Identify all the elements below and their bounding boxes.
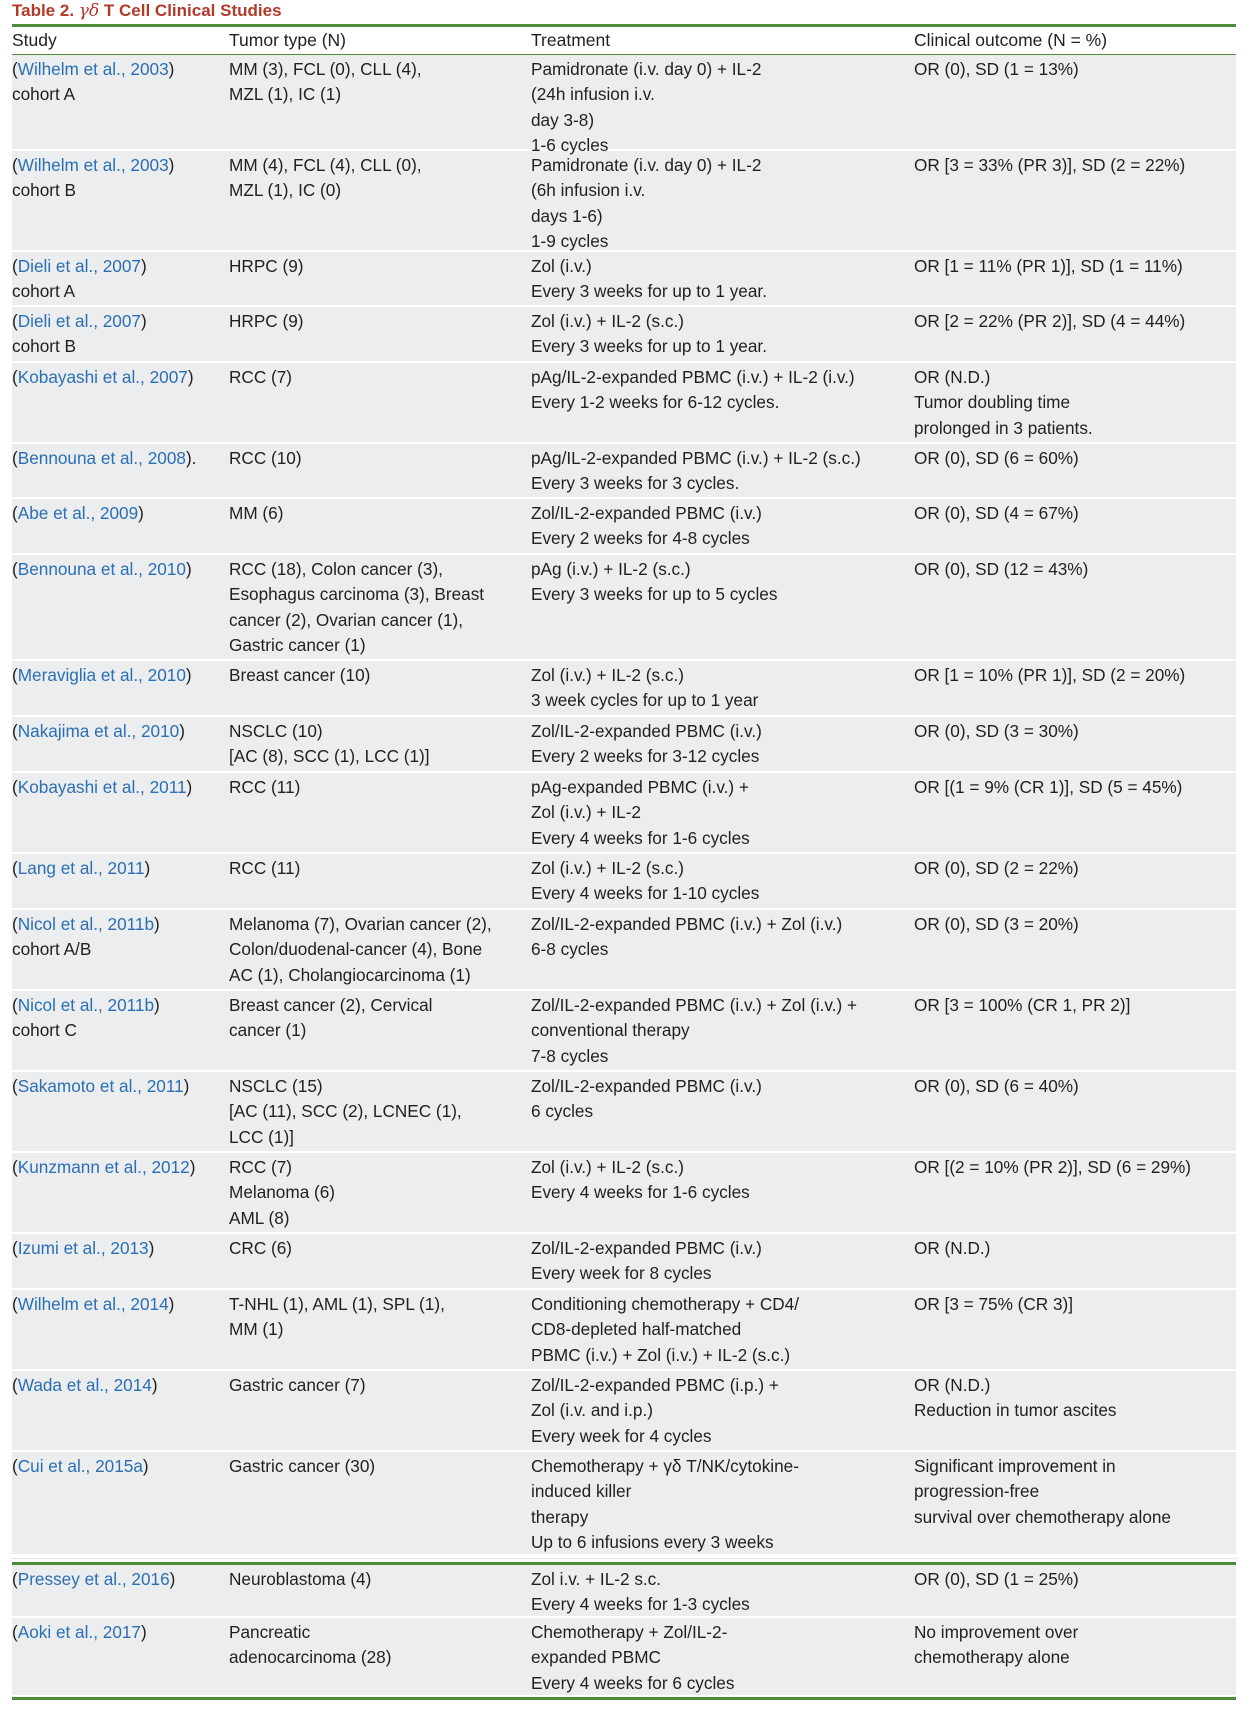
paren-close: ) bbox=[185, 665, 192, 685]
clinical-outcome-cell: OR (0), SD (3 = 20%) bbox=[914, 914, 1079, 934]
tumor-type-cell: HRPC (9) bbox=[229, 311, 304, 331]
paren-open: ( bbox=[12, 995, 18, 1015]
treatment-cell: pAg/IL-2-expanded PBMC (i.v.) + IL-2 (s.c.) Every 3 weeks for 3 cycles. bbox=[531, 448, 861, 494]
header-treatment: Treatment bbox=[531, 30, 611, 50]
study-cell bbox=[12, 153, 229, 250]
treatment-cell: Zol/IL-2-expanded PBMC (i.v.) + Zol (i.v.) + conventional therapy 7-8 cycles bbox=[531, 995, 858, 1066]
clinical-outcome-cell: OR [3 = 75% (CR 3)] bbox=[914, 1294, 1074, 1314]
table-row bbox=[12, 1072, 1236, 1153]
paren-close: ) bbox=[141, 1622, 147, 1642]
study-cell bbox=[12, 1454, 229, 1554]
tumor-type-cell: Gastric cancer (30) bbox=[229, 1456, 376, 1476]
table-title-text: T Cell Clinical Studies bbox=[103, 1, 282, 20]
paren-close: ) bbox=[144, 858, 151, 878]
study-cell bbox=[12, 309, 229, 361]
paren-close: ) bbox=[187, 367, 194, 387]
treatment-cell: Chemotherapy + Zol/IL-2- expanded PBMC Every 4 weeks for 6 cycles bbox=[531, 1622, 735, 1693]
tumor-type-cell: MM (4), FCL (4), CLL (0), MZL (1), IC (0) bbox=[229, 155, 422, 201]
study-reference-link[interactable]: Wada et al., 2014 bbox=[17, 1375, 152, 1395]
treatment-cell: Zol/IL-2-expanded PBMC (i.p.) + Zol (i.v. and i.p.) Every week for 4 cycles bbox=[531, 1375, 779, 1446]
paren-close: ) bbox=[154, 914, 160, 934]
paren-close: ) bbox=[154, 995, 160, 1015]
paren-close: ) bbox=[189, 1157, 196, 1177]
study-cell bbox=[12, 501, 229, 553]
clinical-outcome-cell: OR [1 = 10% (PR 1)], SD (2 = 20%) bbox=[914, 665, 1186, 685]
table-body bbox=[12, 55, 1236, 1697]
table-container bbox=[12, 0, 1236, 1700]
study-reference-link[interactable]: Pressey et al., 2016 bbox=[17, 1569, 170, 1589]
clinical-outcome-cell: OR (N.D.) bbox=[914, 1238, 991, 1258]
paren-close: ) bbox=[168, 59, 175, 79]
table-row bbox=[12, 854, 1236, 910]
table-row bbox=[12, 717, 1236, 773]
study-reference-link[interactable]: Kobayashi et al., 2007 bbox=[17, 367, 188, 387]
study-cell bbox=[12, 719, 229, 771]
tumor-type-cell: RCC (10) bbox=[229, 448, 302, 468]
table-row bbox=[12, 307, 1236, 363]
study-reference-link[interactable]: Cui et al., 2015a bbox=[17, 1456, 143, 1476]
study-reference-link[interactable]: Bennouna et al., 2010 bbox=[17, 559, 186, 579]
clinical-outcome-cell: OR [3 = 33% (PR 3)], SD (2 = 22%) bbox=[914, 155, 1186, 175]
paren-open: ( bbox=[12, 155, 18, 175]
study-cell bbox=[12, 1373, 229, 1450]
paren-open: ( bbox=[12, 1294, 18, 1314]
paren-open: ( bbox=[12, 1622, 18, 1642]
study-reference-link[interactable]: Wilhelm et al., 2014 bbox=[17, 1294, 169, 1314]
clinical-outcome-cell: Significant improvement in progression-free survival over chemotherapy alone bbox=[914, 1456, 1171, 1527]
cohort-label: cohort A bbox=[12, 281, 76, 302]
study-cell bbox=[12, 856, 229, 908]
study-cell bbox=[12, 1292, 229, 1369]
study-reference-link[interactable]: Meraviglia et al., 2010 bbox=[17, 665, 186, 685]
table-row bbox=[12, 1371, 1236, 1452]
paren-close: ) bbox=[168, 1294, 175, 1314]
table-row bbox=[12, 55, 1236, 155]
clinical-outcome-cell: OR [(1 = 9% (CR 1)], SD (5 = 45%) bbox=[914, 777, 1183, 797]
clinical-outcome-cell: OR (N.D.) Reduction in tumor ascites bbox=[914, 1375, 1117, 1421]
paren-close: ) bbox=[169, 1569, 176, 1589]
table-title-greek: γδ bbox=[78, 1, 100, 21]
paren-close: ) bbox=[186, 777, 193, 797]
study-reference-link[interactable]: Lang et al., 2011 bbox=[17, 858, 145, 878]
study-cell bbox=[12, 775, 229, 852]
treatment-cell: Zol (i.v.) Every 3 weeks for up to 1 year. bbox=[531, 256, 767, 302]
table-row bbox=[12, 1290, 1236, 1371]
paren-close: ) bbox=[168, 155, 175, 175]
table-row bbox=[12, 499, 1236, 555]
study-cell bbox=[12, 57, 229, 149]
study-reference-link[interactable]: Nicol et al., 2011b bbox=[17, 995, 155, 1015]
table-row bbox=[12, 444, 1236, 499]
paren-open: ( bbox=[12, 1238, 18, 1258]
clinical-outcome-cell: OR [2 = 22% (PR 2)], SD (4 = 44%) bbox=[914, 311, 1186, 331]
table-row bbox=[12, 1452, 1236, 1556]
study-cell bbox=[12, 912, 229, 989]
header-study: Study bbox=[12, 30, 57, 50]
study-reference-link[interactable]: Izumi et al., 2013 bbox=[17, 1238, 149, 1258]
paren-open: ( bbox=[12, 1076, 18, 1096]
paren-open: ( bbox=[12, 256, 18, 276]
study-reference-link[interactable]: Kobayashi et al., 2011 bbox=[17, 777, 187, 797]
tumor-type-cell: Breast cancer (2), Cervical cancer (1) bbox=[229, 995, 433, 1041]
tumor-type-cell: Melanoma (7), Ovarian cancer (2), Colon/duodenal-cancer (4), Bone AC (1), Cholangiocarcinoma (1) bbox=[229, 914, 492, 985]
paren-close: ) bbox=[140, 311, 147, 331]
cohort-label: cohort B bbox=[12, 180, 77, 201]
paren-open: ( bbox=[12, 721, 18, 741]
clinical-outcome-cell: OR (N.D.) Tumor doubling time prolonged in 3 patients. bbox=[914, 367, 1093, 438]
clinical-outcome-cell: OR (0), SD (1 = 25%) bbox=[914, 1569, 1079, 1589]
paren-open: ( bbox=[12, 503, 18, 523]
tumor-type-cell: T-NHL (1), AML (1), SPL (1), MM (1) bbox=[229, 1294, 445, 1340]
tumor-type-cell: RCC (7) bbox=[229, 367, 293, 387]
clinical-outcome-cell: OR (0), SD (6 = 40%) bbox=[914, 1076, 1079, 1096]
paren-close: ) bbox=[140, 256, 147, 276]
study-reference-link[interactable]: Nicol et al., 2011b bbox=[17, 914, 155, 934]
study-cell bbox=[12, 446, 229, 497]
treatment-cell: Zol/IL-2-expanded PBMC (i.v.) 6 cycles bbox=[531, 1076, 762, 1122]
table-row bbox=[12, 1618, 1236, 1697]
study-cell bbox=[12, 993, 229, 1070]
treatment-cell: Zol (i.v.) + IL-2 (s.c.) 3 week cycles for up to 1 year bbox=[531, 665, 759, 711]
table-row bbox=[12, 252, 1236, 307]
treatment-cell: Chemotherapy + γδ T/NK/cytokine- induced killer therapy Up to 6 infusions every 3 weeks bbox=[531, 1456, 799, 1552]
table-row bbox=[12, 910, 1236, 991]
treatment-cell: Zol/IL-2-expanded PBMC (i.v.) Every 2 weeks for 3-12 cycles bbox=[531, 721, 762, 767]
paren-close: ) bbox=[185, 559, 192, 579]
study-reference-link[interactable]: Aoki et al., 2017 bbox=[17, 1622, 141, 1642]
study-reference-link[interactable]: Wilhelm et al., 2003 bbox=[17, 59, 169, 79]
tumor-type-cell: RCC (7) Melanoma (6) AML (8) bbox=[229, 1157, 336, 1228]
table-label: Table 2. bbox=[12, 1, 75, 20]
study-reference-link[interactable]: Abe et al., 2009 bbox=[17, 503, 139, 523]
table-row bbox=[12, 151, 1236, 252]
study-cell bbox=[12, 1155, 229, 1232]
study-reference-link[interactable]: Dieli et al., 2007 bbox=[17, 256, 141, 276]
table-row bbox=[12, 773, 1236, 854]
clinical-outcome-cell: OR [(2 = 10% (PR 2)], SD (6 = 29%) bbox=[914, 1157, 1192, 1177]
paren-open: ( bbox=[12, 914, 18, 934]
treatment-cell: Pamidronate (i.v. day 0) + IL-2 (24h infusion i.v. day 3-8) 1-6 cycles bbox=[531, 59, 762, 155]
tumor-type-cell: NSCLC (10) [AC (8), SCC (1), LCC (1)] bbox=[229, 721, 430, 767]
paren-open: ( bbox=[12, 1569, 18, 1589]
study-reference-link[interactable]: Sakamoto et al., 2011 bbox=[17, 1076, 184, 1096]
clinical-outcome-cell: OR (0), SD (12 = 43%) bbox=[914, 559, 1089, 579]
tumor-type-cell: RCC (11) bbox=[229, 858, 301, 878]
study-cell bbox=[12, 1620, 229, 1695]
paren-open: ( bbox=[12, 367, 18, 387]
paren-open: ( bbox=[12, 1157, 18, 1177]
paren-open: ( bbox=[12, 59, 18, 79]
paren-open: ( bbox=[12, 665, 18, 685]
tumor-type-cell: Neuroblastoma (4) bbox=[229, 1569, 372, 1589]
treatment-cell: Zol (i.v.) + IL-2 (s.c.) Every 4 weeks for 1-10 cycles bbox=[531, 858, 760, 904]
clinical-outcome-cell: OR (0), SD (3 = 30%) bbox=[914, 721, 1079, 741]
treatment-cell: pAg-expanded PBMC (i.v.) + Zol (i.v.) + IL-2 Every 4 weeks for 1-6 cycles bbox=[531, 777, 750, 848]
clinical-outcome-cell: OR [3 = 100% (CR 1, PR 2)] bbox=[914, 995, 1131, 1015]
tumor-type-cell: RCC (11) bbox=[229, 777, 301, 797]
paren-open: ( bbox=[12, 448, 18, 468]
treatment-cell: pAg (i.v.) + IL-2 (s.c.) Every 3 weeks for up to 5 cycles bbox=[531, 559, 778, 605]
paren-open: ( bbox=[12, 858, 18, 878]
study-cell bbox=[12, 365, 229, 442]
table-title bbox=[12, 0, 1236, 22]
treatment-cell: Zol i.v. + IL-2 s.c. Every 4 weeks for 1-3 cycles bbox=[531, 1569, 750, 1615]
table-row bbox=[12, 661, 1236, 717]
table-bottom-rule bbox=[12, 1697, 1236, 1700]
table-row bbox=[12, 1153, 1236, 1234]
paren-close: ). bbox=[185, 448, 197, 468]
table-row bbox=[12, 363, 1236, 444]
paren-open: ( bbox=[12, 1456, 18, 1476]
clinical-outcome-cell: OR (0), SD (2 = 22%) bbox=[914, 858, 1079, 878]
treatment-cell: Zol/IL-2-expanded PBMC (i.v.) Every week for 8 cycles bbox=[531, 1238, 762, 1284]
study-cell bbox=[12, 1567, 229, 1616]
paren-close: ) bbox=[183, 1076, 190, 1096]
tumor-type-cell: MM (3), FCL (0), CLL (4), MZL (1), IC (1) bbox=[229, 59, 422, 105]
header-clinical-outcome: Clinical outcome (N = %) bbox=[914, 30, 1108, 50]
table-row bbox=[12, 1562, 1236, 1618]
study-cell bbox=[12, 557, 229, 659]
treatment-cell: Zol (i.v.) + IL-2 (s.c.) Every 4 weeks for 1-6 cycles bbox=[531, 1157, 750, 1203]
clinical-outcome-cell: OR (0), SD (6 = 60%) bbox=[914, 448, 1079, 468]
study-reference-link[interactable]: Dieli et al., 2007 bbox=[17, 311, 141, 331]
study-cell bbox=[12, 1074, 229, 1151]
study-reference-link[interactable]: Bennouna et al., 2008 bbox=[17, 448, 186, 468]
paren-open: ( bbox=[12, 777, 18, 797]
tumor-type-cell: RCC (18), Colon cancer (3), Esophagus carcinoma (3), Breast cancer (2), Ovarian cancer (1), Gastric cancer (1) bbox=[229, 559, 485, 655]
treatment-cell: Zol/IL-2-expanded PBMC (i.v.) Every 2 weeks for 4-8 cycles bbox=[531, 503, 762, 549]
table-row bbox=[12, 555, 1236, 661]
paren-close: ) bbox=[179, 721, 185, 741]
paren-close: ) bbox=[142, 1456, 149, 1476]
cohort-label: cohort B bbox=[12, 336, 77, 357]
tumor-type-cell: MM (6) bbox=[229, 503, 284, 523]
paren-open: ( bbox=[12, 559, 18, 579]
clinical-outcome-cell: OR (0), SD (1 = 13%) bbox=[914, 59, 1079, 79]
cohort-label: cohort A/B bbox=[12, 939, 92, 960]
tumor-type-cell: Pancreatic adenocarcinoma (28) bbox=[229, 1622, 392, 1668]
clinical-outcome-cell: OR [1 = 11% (PR 1)], SD (1 = 11%) bbox=[914, 256, 1183, 276]
paren-close: ) bbox=[138, 503, 144, 523]
paren-close: ) bbox=[151, 1375, 158, 1395]
treatment-cell: Zol (i.v.) + IL-2 (s.c.) Every 3 weeks for up to 1 year. bbox=[531, 311, 767, 357]
paren-open: ( bbox=[12, 1375, 18, 1395]
study-reference-link[interactable]: Kunzmann et al., 2012 bbox=[17, 1157, 190, 1177]
table-row bbox=[12, 1234, 1236, 1290]
treatment-cell: Conditioning chemotherapy + CD4/ CD8-depleted half-matched PBMC (i.v.) + Zol (i.v.) + IL-2 (s.c.) bbox=[531, 1294, 799, 1365]
study-cell bbox=[12, 254, 229, 305]
table-row bbox=[12, 991, 1236, 1072]
treatment-cell: Pamidronate (i.v. day 0) + IL-2 (6h infusion i.v. days 1-6) 1-9 cycles bbox=[531, 155, 762, 251]
paren-open: ( bbox=[12, 311, 18, 331]
header-tumor-type: Tumor type (N) bbox=[229, 30, 347, 50]
clinical-outcome-cell: OR (0), SD (4 = 67%) bbox=[914, 503, 1079, 523]
study-reference-link[interactable]: Nakajima et al., 2010 bbox=[17, 721, 180, 741]
table-header-row bbox=[12, 27, 1236, 54]
tumor-type-cell: HRPC (9) bbox=[229, 256, 304, 276]
study-reference-link[interactable]: Wilhelm et al., 2003 bbox=[17, 155, 169, 175]
tumor-type-cell: Gastric cancer (7) bbox=[229, 1375, 366, 1395]
treatment-cell: Zol/IL-2-expanded PBMC (i.v.) + Zol (i.v.) 6-8 cycles bbox=[531, 914, 843, 960]
paren-close: ) bbox=[148, 1238, 155, 1258]
study-cell bbox=[12, 1236, 229, 1288]
cohort-label: cohort A bbox=[12, 84, 76, 105]
page-break-gap bbox=[12, 1556, 1236, 1562]
treatment-cell: pAg/IL-2-expanded PBMC (i.v.) + IL-2 (i.v.) Every 1-2 weeks for 6-12 cycles. bbox=[531, 367, 855, 413]
study-cell bbox=[12, 663, 229, 715]
tumor-type-cell: Breast cancer (10) bbox=[229, 665, 371, 685]
clinical-outcome-cell: No improvement over chemotherapy alone bbox=[914, 1622, 1079, 1668]
tumor-type-cell: CRC (6) bbox=[229, 1238, 293, 1258]
tumor-type-cell: NSCLC (15) [AC (11), SCC (2), LCNEC (1), LCC (1)] bbox=[229, 1076, 462, 1147]
cohort-label: cohort C bbox=[12, 1020, 77, 1041]
